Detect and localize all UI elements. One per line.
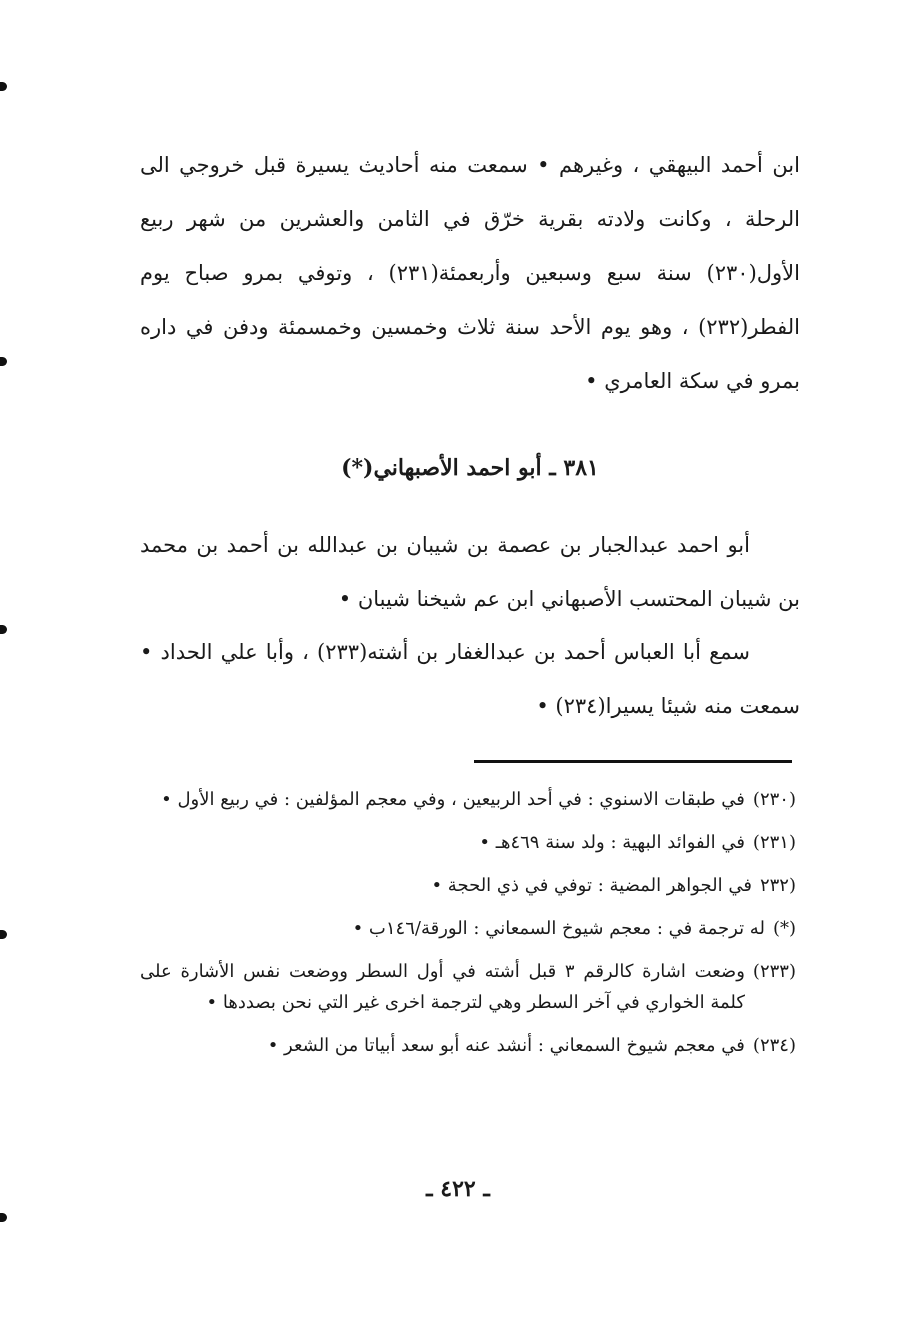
footnote [140,1030,796,1061]
footnote [140,784,796,815]
footnote-separator [474,760,792,763]
page-number: ـ ٤٢٢ ـ [426,1176,490,1202]
footnote-number: (٢٣٠) [752,789,796,810]
footnote-number: (٢٣٢ [759,875,796,896]
footnote-number: (*) [772,918,796,939]
footnote [140,870,796,901]
scan-edge-mark [0,930,7,939]
paragraph-text: أبو احمد عبدالجبار بن عصمة بن شيبان بن عبدالله بن أحمد بن محمد بن شيبان المحتسب الأصبهاني ابن عم شيخنا شيبان • [140,533,800,611]
entry-heading: ٣٨١ ـ أبو احمد الأصبهاني(*) [341,455,599,481]
footnote [140,827,796,858]
footnote [140,913,796,944]
footnote-text: في معجم شيوخ السمعاني : أنشد عنه أبو سعد أبياتا من الشعر • [267,1035,745,1056]
footnote-text: وضعت اشارة كالرقم ٣ قبل أشته في أول السطر ووضعت نفس الأشارة على كلمة الخواري في آخر السطر وهي لترجمة اخرى غير التي نحن بصددها • [140,961,745,1013]
footnotes [140,784,796,1073]
footnote-text: له ترجمة في : معجم شيوخ السمعاني : الورقة/١٤٦ب • [352,918,765,939]
paragraph-entry-name [140,518,800,626]
footnote [140,956,796,1018]
paragraph-text: ابن أحمد البيهقي ، وغيرهم • سمعت منه أحاديث يسيرة قبل خروجي الى الرحلة ، وكانت ولادته بقرية خرّق في الثامن والعشرين من شهر ربيع الأول(٢٣٠) سنة سبع وسبعين وأربعمئة(٢٣١) ، وتوفي بمرو صباح يوم الفطر(٢٣٢) ، وهو يوم الأحد سنة ثلاث وخمسين وخمسمئة ودفن في داره بمرو في سكة العامري • [140,153,800,393]
scan-edge-mark [0,1213,7,1222]
footnote-number: (٢٣١) [752,832,796,853]
scan-edge-mark [0,357,7,366]
scan-edge-mark [0,82,7,91]
footnote-text: في الجواهر المضية : توفي في ذي الحجة • [431,875,752,896]
footnote-text: في طبقات الاسنوي : في أحد الربيعين ، وفي معجم المؤلفين : في ربيع الأول • [161,789,745,810]
paragraph-entry-hearing [140,625,800,733]
scan-edge-mark [0,625,7,634]
footnote-number: (٢٣٣) [752,961,796,982]
paragraph-text: سمع أبا العباس أحمد بن عبدالغفار بن أشته(٢٣٣) ، وأبا علي الحداد • سمعت منه شيئا يسيرا(٢٣٤) • [140,640,800,718]
footnote-text: في الفوائد البهية : ولد سنة ٤٦٩هـ • [479,832,745,853]
footnote-number: (٢٣٤) [752,1035,796,1056]
paragraph-previous-entry [140,138,800,408]
